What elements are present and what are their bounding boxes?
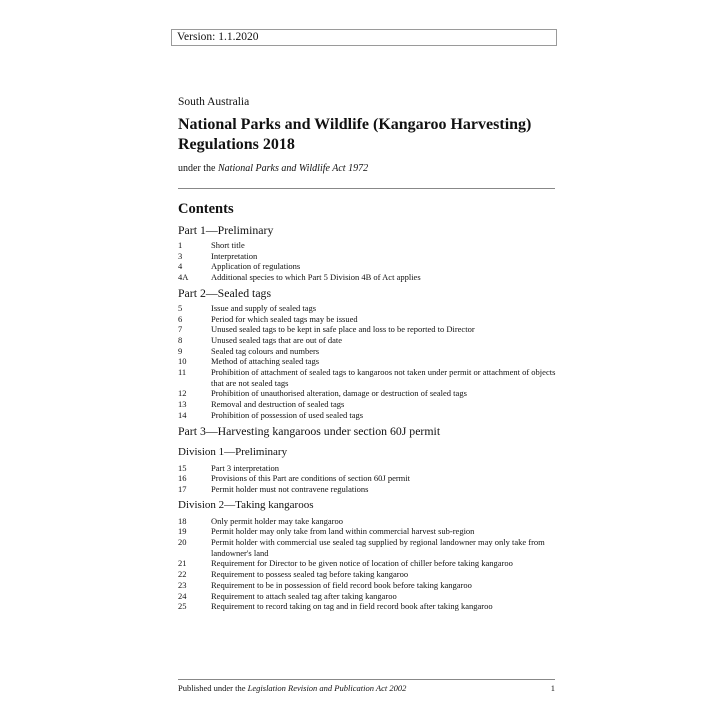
entry-list [178, 240, 558, 283]
part-heading: Part 1—Preliminary [178, 223, 274, 237]
entry-title: Permit holder must not contravene regulations [211, 483, 369, 494]
entry-title: Requirement to be in possession of field record book before taking kangaroo [211, 579, 472, 590]
document-title: National Parks and Wildlife (Kangaroo Harvesting) Regulations 2018 [178, 116, 532, 153]
footer-publication [178, 683, 406, 693]
toc-entry [178, 410, 558, 421]
entry-number: 6 [178, 313, 183, 324]
toc-entry [178, 388, 558, 399]
part-heading: Part 3—Harvesting kangaroos under section 60J permit [178, 423, 441, 438]
entry-number: 1 [178, 240, 183, 250]
entry-number: 7 [178, 324, 183, 335]
entry-number: 16 [178, 473, 187, 484]
under-act-line [178, 163, 368, 174]
entry-title: Additional species to which Part 5 Division 4B of Act applies [211, 272, 421, 283]
entry-number: 12 [178, 388, 187, 399]
under-act-name: National Parks and Wildlife Act 1972 [218, 163, 369, 174]
entry-list [178, 516, 558, 612]
toc-entry [178, 484, 558, 495]
entry-number: 5 [178, 302, 183, 313]
toc-entry [178, 314, 558, 325]
entry-number: 24 [178, 590, 187, 601]
toc-entry [178, 537, 558, 558]
version-label: Version: 1.1.2020 [177, 31, 259, 43]
entry-title: Prohibition of attachment of sealed tags to kangaroos not taken under permit or attachment of objects that are not sealed tags [211, 367, 556, 388]
entry-number: 3 [178, 250, 183, 261]
entry-number: 17 [178, 483, 187, 494]
toc-entry [178, 601, 558, 612]
toc-entry [178, 251, 558, 262]
entry-title: Sealed tag colours and numbers [211, 345, 320, 356]
toc-entry [178, 463, 558, 474]
toc-entry [178, 240, 558, 251]
toc-entry [178, 303, 558, 314]
toc-entry [178, 324, 558, 335]
toc-entry [178, 335, 558, 346]
entry-title: Provisions of this Part are conditions of section 60J permit [211, 473, 411, 484]
entry-title: Short title [211, 240, 245, 250]
entry-number: 23 [178, 579, 187, 590]
entry-title: Requirement to record taking on tag and in field record book after taking kangaroo [211, 601, 493, 612]
entry-title: Interpretation [211, 250, 258, 261]
toc-entry [178, 569, 558, 580]
toc-entry [178, 261, 558, 272]
entry-title: Method of attaching sealed tags [211, 356, 320, 367]
toc-entry [178, 516, 558, 527]
division-heading: Division 2—Taking kangaroos [178, 498, 314, 511]
entry-title: Permit holder with commercial use sealed tag supplied by regional landowner may only take from landowner's land [211, 537, 545, 558]
division-heading: Division 1—Preliminary [178, 445, 288, 458]
entry-list [178, 303, 558, 421]
toc-entry [178, 346, 558, 357]
contents-heading: Contents [178, 201, 234, 217]
entry-title: Part 3 interpretation [211, 462, 279, 473]
entry-title: Prohibition of unauthorised alteration, damage or destruction of sealed tags [211, 388, 467, 399]
entry-number: 11 [178, 367, 187, 378]
entry-title: Issue and supply of sealed tags [211, 302, 317, 313]
entry-title: Removal and destruction of sealed tags [211, 399, 345, 410]
entry-number: 4A [178, 272, 189, 283]
entry-number: 19 [178, 526, 187, 537]
footer-act-name: Legislation Revision and Publication Act 2002 [247, 683, 407, 693]
entry-title: Period for which sealed tags may be issued [211, 313, 358, 324]
entry-number: 9 [178, 345, 183, 356]
toc-entry [178, 558, 558, 569]
toc-entry [178, 473, 558, 484]
entry-title: Only permit holder may take kangaroo [211, 515, 343, 526]
entry-list [178, 463, 558, 495]
entry-number: 8 [178, 334, 183, 345]
entry-title: Requirement for Director to be given notice of location of chiller before taking kangaroo [211, 558, 513, 569]
entry-number: 22 [178, 569, 187, 580]
entry-number: 20 [178, 537, 187, 548]
jurisdiction: South Australia [178, 96, 250, 108]
entry-number: 10 [178, 356, 187, 367]
toc-entry [178, 356, 558, 367]
entry-title: Requirement to attach sealed tag after taking kangaroo [211, 590, 397, 601]
toc-entry [178, 399, 558, 410]
toc-entry [178, 580, 558, 591]
footer-prefix: Published under the [178, 683, 248, 693]
entry-title: Requirement to possess sealed tag before taking kangaroo [211, 569, 409, 580]
page-footer [178, 683, 555, 693]
toc-entry [178, 367, 558, 388]
entry-number: 15 [178, 462, 187, 473]
entry-title: Prohibition of possession of used sealed tags [211, 409, 364, 420]
toc-entry [178, 591, 558, 602]
entry-number: 13 [178, 399, 187, 410]
title-divider [178, 188, 555, 189]
part-heading: Part 2—Sealed tags [178, 285, 272, 300]
entry-number: 4 [178, 261, 183, 272]
entry-number: 14 [178, 409, 187, 420]
version-box [171, 29, 557, 46]
entry-title: Unused sealed tags to be kept in safe place and loss to be reported to Director [211, 324, 475, 335]
entry-title: Unused sealed tags that are out of date [211, 334, 342, 345]
entry-number: 21 [178, 558, 187, 569]
entry-title: Permit holder may only take from land within commercial harvest sub-region [211, 526, 475, 537]
entry-number: 18 [178, 515, 187, 526]
toc-entry [178, 526, 558, 537]
footer-divider [178, 679, 555, 680]
table-of-contents [178, 223, 558, 612]
toc-entry [178, 272, 558, 283]
under-prefix: under the [178, 163, 218, 174]
entry-number: 25 [178, 601, 187, 612]
entry-title: Application of regulations [211, 261, 301, 272]
page-number: 1 [550, 683, 555, 693]
